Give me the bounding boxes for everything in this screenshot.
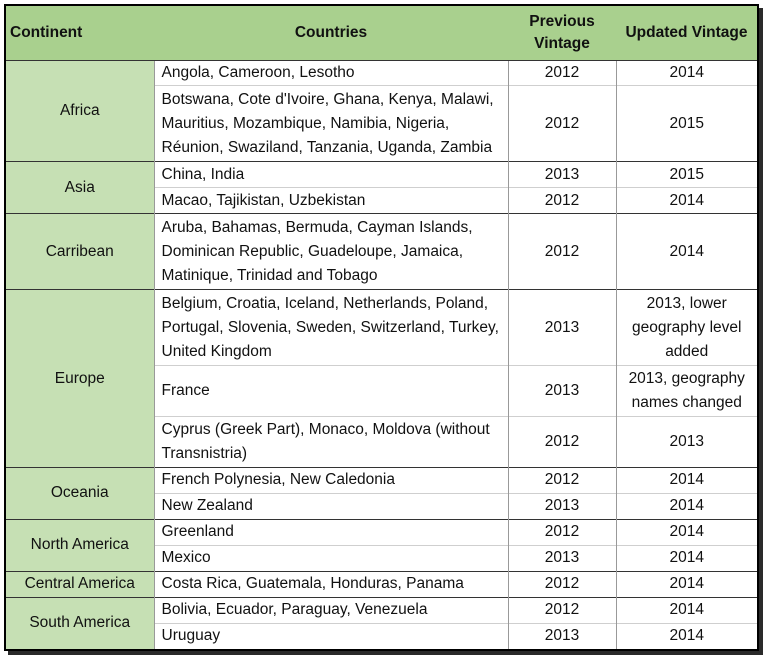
vintage-table: [6, 6, 757, 649]
previous-vintage-cell: 2013: [508, 493, 616, 519]
previous-vintage-cell: 2013: [508, 290, 616, 366]
updated-vintage-cell: 2015: [616, 86, 757, 162]
countries-cell: Aruba, Bahamas, Bermuda, Cayman Islands, Dominican Republic, Guadeloupe, Jamaica, Matinique, Trinidad and Tobago: [154, 214, 508, 290]
countries-cell: Angola, Cameroon, Lesotho: [154, 60, 508, 86]
continent-cell: Central America: [6, 571, 154, 597]
previous-vintage-cell: 2012: [508, 519, 616, 545]
previous-vintage-cell: 2013: [508, 162, 616, 188]
continent-cell: North America: [6, 519, 154, 571]
previous-vintage-cell: 2012: [508, 571, 616, 597]
table-row: [6, 162, 757, 188]
continent-cell: Asia: [6, 162, 154, 214]
countries-cell: China, India: [154, 162, 508, 188]
table-row: [6, 597, 757, 623]
updated-vintage-cell: 2014: [616, 468, 757, 494]
previous-vintage-cell: 2013: [508, 623, 616, 649]
previous-vintage-cell: 2012: [508, 86, 616, 162]
updated-vintage-cell: 2014: [616, 188, 757, 214]
previous-vintage-cell: 2012: [508, 188, 616, 214]
header-updated-vintage: Updated Vintage: [616, 6, 757, 60]
header-row: [6, 6, 757, 60]
countries-cell: Costa Rica, Guatemala, Honduras, Panama: [154, 571, 508, 597]
continent-cell: Europe: [6, 290, 154, 468]
header-continent: Continent: [6, 6, 154, 60]
countries-cell: Botswana, Cote d'Ivoire, Ghana, Kenya, Malawi, Mauritius, Mozambique, Namibia, Nigeria, Réunion, Swaziland, Tanzania, Uganda, Zambia: [154, 86, 508, 162]
countries-cell: Greenland: [154, 519, 508, 545]
previous-vintage-cell: 2012: [508, 597, 616, 623]
table-frame: [4, 4, 759, 651]
updated-vintage-cell: 2014: [616, 519, 757, 545]
countries-cell: Belgium, Croatia, Iceland, Netherlands, Poland, Portugal, Slovenia, Sweden, Switzerland, Turkey, United Kingdom: [154, 290, 508, 366]
header-countries: Countries: [154, 6, 508, 60]
updated-vintage-cell: 2015: [616, 162, 757, 188]
continent-cell: Carribean: [6, 214, 154, 290]
table-body: [6, 60, 757, 649]
continent-cell: South America: [6, 597, 154, 649]
table-row: [6, 290, 757, 366]
table-row: [6, 468, 757, 494]
updated-vintage-cell: 2014: [616, 623, 757, 649]
updated-vintage-cell: 2013, geography names changed: [616, 366, 757, 417]
updated-vintage-cell: 2014: [616, 597, 757, 623]
countries-cell: Cyprus (Greek Part), Monaco, Moldova (without Transnistria): [154, 417, 508, 468]
continent-cell: Africa: [6, 60, 154, 162]
updated-vintage-cell: 2014: [616, 545, 757, 571]
updated-vintage-cell: 2013: [616, 417, 757, 468]
updated-vintage-cell: 2014: [616, 571, 757, 597]
countries-cell: Bolivia, Ecuador, Paraguay, Venezuela: [154, 597, 508, 623]
updated-vintage-cell: 2014: [616, 60, 757, 86]
countries-cell: France: [154, 366, 508, 417]
table-row: [6, 519, 757, 545]
countries-cell: French Polynesia, New Caledonia: [154, 468, 508, 494]
previous-vintage-cell: 2012: [508, 214, 616, 290]
table-row: [6, 214, 757, 290]
updated-vintage-cell: 2014: [616, 493, 757, 519]
previous-vintage-cell: 2012: [508, 468, 616, 494]
countries-cell: New Zealand: [154, 493, 508, 519]
updated-vintage-cell: 2013, lower geography level added: [616, 290, 757, 366]
countries-cell: Uruguay: [154, 623, 508, 649]
previous-vintage-cell: 2012: [508, 60, 616, 86]
header-previous-vintage: Previous Vintage: [508, 6, 616, 60]
countries-cell: Macao, Tajikistan, Uzbekistan: [154, 188, 508, 214]
previous-vintage-cell: 2012: [508, 417, 616, 468]
previous-vintage-cell: 2013: [508, 366, 616, 417]
continent-cell: Oceania: [6, 468, 154, 520]
countries-cell: Mexico: [154, 545, 508, 571]
previous-vintage-cell: 2013: [508, 545, 616, 571]
updated-vintage-cell: 2014: [616, 214, 757, 290]
table-row: [6, 571, 757, 597]
table-row: [6, 60, 757, 86]
